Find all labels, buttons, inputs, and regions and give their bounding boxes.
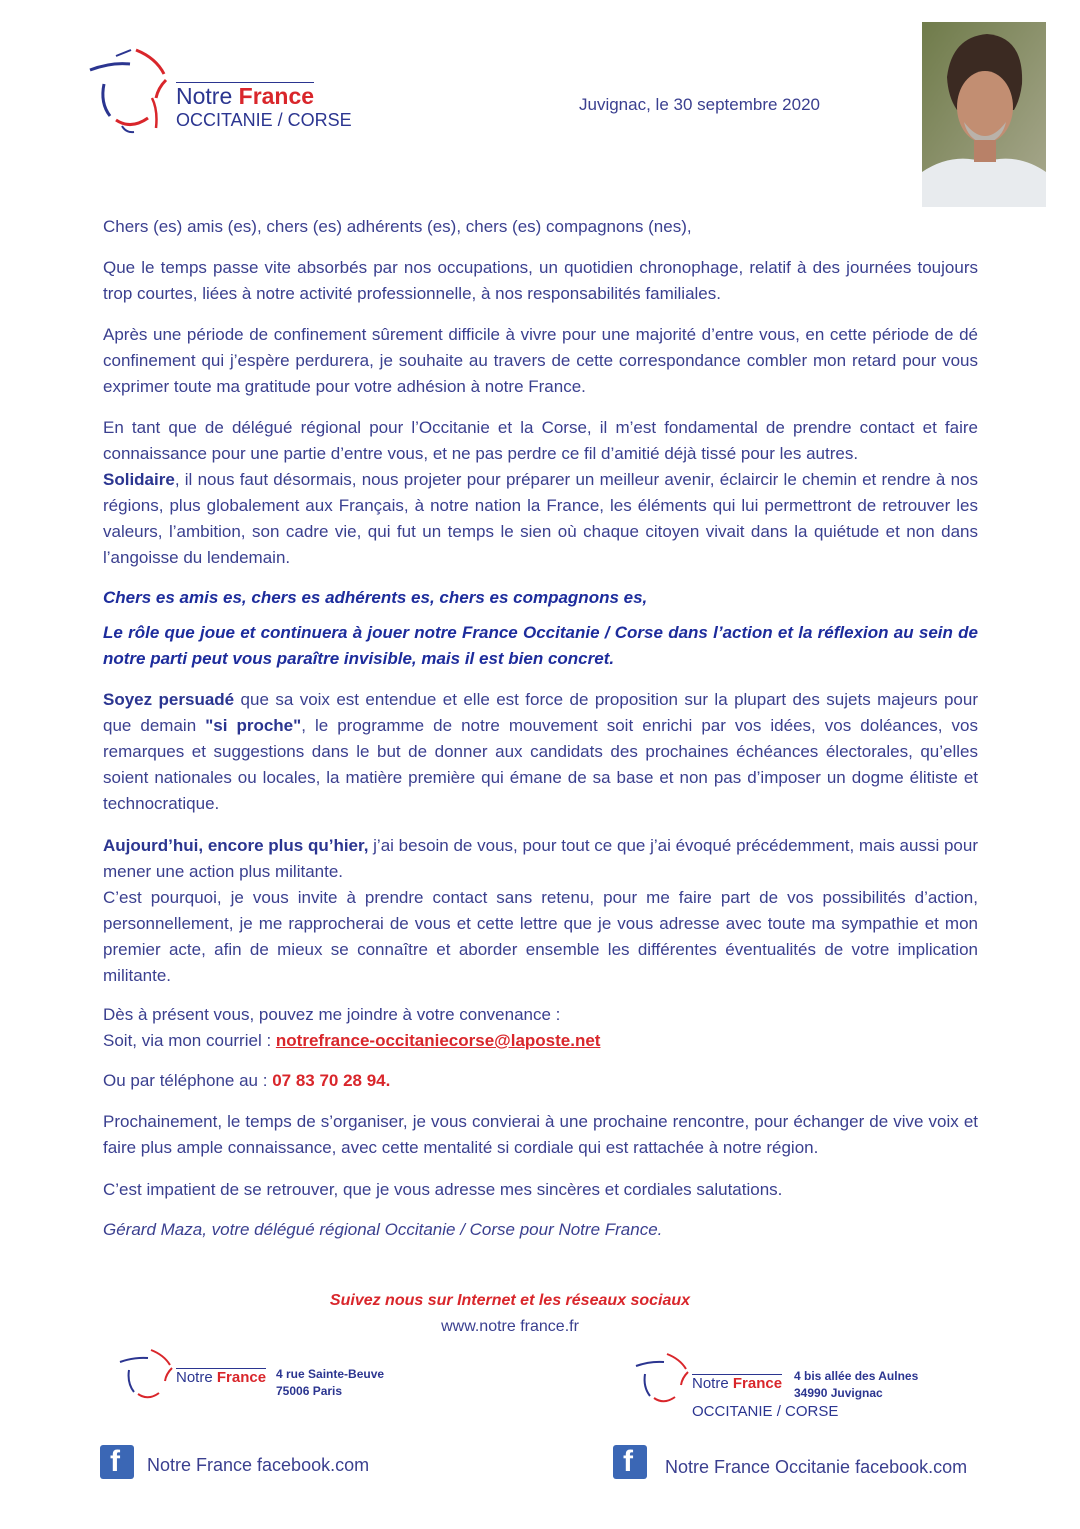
paragraph-5-text-b: , le programme de notre mouvement soit enrichi par vos idées, vos doléances, vos remarques et suggestions dans le but de donner aux candidats des prochaines échéances électorales, qu’elles soient nationales ou locales, la matière première qui émane de sa base et non pas d’imposer un dogme élitiste et technocratique.	[103, 716, 978, 813]
follow-us: Suivez nous sur Internet et les réseaux sociaux	[329, 1292, 691, 1309]
phone-label: Ou par téléphone au :	[103, 1071, 273, 1090]
paragraph-8: Dès à présent vous, pouvez me joindre à votre convenance :	[103, 1005, 561, 1024]
footer-brand-right: Notre France	[692, 1375, 783, 1392]
email-link[interactable]: notrefrance-occitaniecorse@laposte.net	[275, 1031, 601, 1050]
address-paris-street: 4 rue Sainte-Beuve	[276, 1367, 385, 1381]
solidaire-bold: Solidaire	[103, 470, 175, 489]
address-juvignac-city: 34990 Juvignac	[794, 1386, 883, 1400]
facebook-link-national[interactable]: Notre France facebook.com	[147, 1455, 370, 1475]
footer-logo-paris	[118, 1348, 408, 1408]
address-juvignac-street: 4 bis allée des Aulnes	[794, 1369, 919, 1383]
brand-region: OCCITANIE / CORSE	[176, 110, 352, 130]
paragraph-6-text: j’ai besoin de vous, pour tout ce que j’ai évoqué précédemment, mais aussi pour mener une action plus militante.	[103, 836, 978, 881]
contact-block	[103, 1002, 978, 1054]
emphasis-paragraph: Le rôle que joue et continuera à jouer notre France Occitanie / Corse dans l’action et la réflexion au sein de notre parti peut vous paraître invisible, mais il est bien concret.	[103, 623, 978, 668]
star-swoosh-icon	[634, 1352, 694, 1410]
address-paris	[276, 1366, 384, 1400]
paragraph-3	[103, 415, 978, 571]
footer-region-right: OCCITANIE / CORSE	[692, 1403, 839, 1420]
salutation: Chers (es) amis (es), chers (es) adhérents (es), chers (es) compagnons (nes),	[103, 217, 692, 236]
address-juvignac	[794, 1368, 918, 1402]
paragraph-5-text-a: que sa voix est entendue et elle est force de proposition sur la plupart des sujets majeurs pour que demain	[103, 690, 978, 735]
paragraph-1: Que le temps passe vite absorbés par nos occupations, un quotidien chronophage, relatif à des journées toujours trop courtes, liées à notre activité professionnelle, à nos responsabilités familiales.	[103, 258, 978, 303]
paragraph-6	[103, 833, 978, 989]
website-url[interactable]: www.notre france.fr	[441, 1318, 579, 1335]
paragraph-6-line	[103, 833, 978, 885]
facebook-icon[interactable]: f	[100, 1445, 134, 1479]
facebook-icon[interactable]: f	[613, 1445, 647, 1479]
author-photo	[922, 22, 1046, 207]
paragraph-2: Après une période de confinement sûrement difficile à vivre pour une majorité d’entre vous, en cette période de dé confinement qui j’espère perdurera, je souhaite au travers de cette correspondance combler mon retard pour vous exprimer toute ma gratitude pour votre adhésion à notre France.	[103, 325, 978, 396]
address-paris-city: 75006 Paris	[276, 1384, 343, 1398]
si-proche-bold: "si proche"	[205, 716, 302, 735]
date-line: Juvignac, le 30 septembre 2020	[579, 95, 820, 114]
star-swoosh-icon	[118, 1348, 178, 1406]
brand-name: Notre France	[176, 83, 315, 109]
paragraph-7: C’est pourquoi, je vous invite à prendre contact sans retenu, pour me faire part de vos possibilités d’action, personnellement, je me rapprocherai de vous et cette lettre que je vous adresse avec toute ma sympathie et mon premier acte, afin de mieux se connaître et aborder ensemble les différentes éventualités de votre implication militante.	[103, 888, 978, 985]
email-line	[103, 1028, 978, 1054]
persuade-bold: Soyez persuadé	[103, 690, 235, 709]
footer-brand-left: Notre France	[176, 1369, 267, 1386]
phone-number: 07 83 70 28 94.	[272, 1071, 391, 1090]
paragraph-11: Prochainement, le temps de s’organiser, je vous convierai à une prochaine rencontre, pour échanger de vive voix et faire plus ample connaissance, avec cette mentalité si cordiale qui est rattachée à notre région.	[103, 1112, 978, 1157]
aujourdhui-bold: Aujourd’hui, encore plus qu’hier,	[103, 836, 369, 855]
signature: Gérard Maza, votre délégué régional Occitanie / Corse pour Notre France.	[103, 1220, 663, 1239]
emphasis-salutation: Chers es amis es, chers es adhérents es, chers es compagnons es,	[103, 588, 648, 607]
paragraph-12: C’est impatient de se retrouver, que je vous adresse mes sincères et cordiales salutations.	[103, 1180, 783, 1199]
paragraph-4	[103, 467, 978, 571]
paragraph-5	[103, 687, 978, 817]
footer-logo-juvignac	[634, 1352, 944, 1422]
paragraph-3-text: En tant que de délégué régional pour l’Occitanie et la Corse, il m’est fondamental de prendre contact et faire connaissance pour une partie d’entre vous, et ne pas perdre ce fil d’amitié déjà tissé pour les autres.	[103, 418, 978, 463]
notre-france-logo	[86, 48, 386, 148]
paragraph-4-text: , il nous faut désormais, nous projeter pour préparer un meilleur avenir, éclaircir le chemin et rendre à nos régions, plus globalement aux Français, à notre nation la France, les éléments qui lui permettront de retrouver les valeurs, l’ambition, son cadre vie, qui fut un temps le sien où chaque citoyen vivait dans la quiétude et non dans l’angoisse du lendemain.	[103, 470, 978, 567]
email-label: Soit, via mon courriel :	[103, 1031, 276, 1050]
facebook-link-occitanie[interactable]: Notre France Occitanie facebook.com	[665, 1457, 968, 1477]
star-swoosh-icon	[86, 48, 176, 143]
phone-line	[103, 1068, 978, 1094]
